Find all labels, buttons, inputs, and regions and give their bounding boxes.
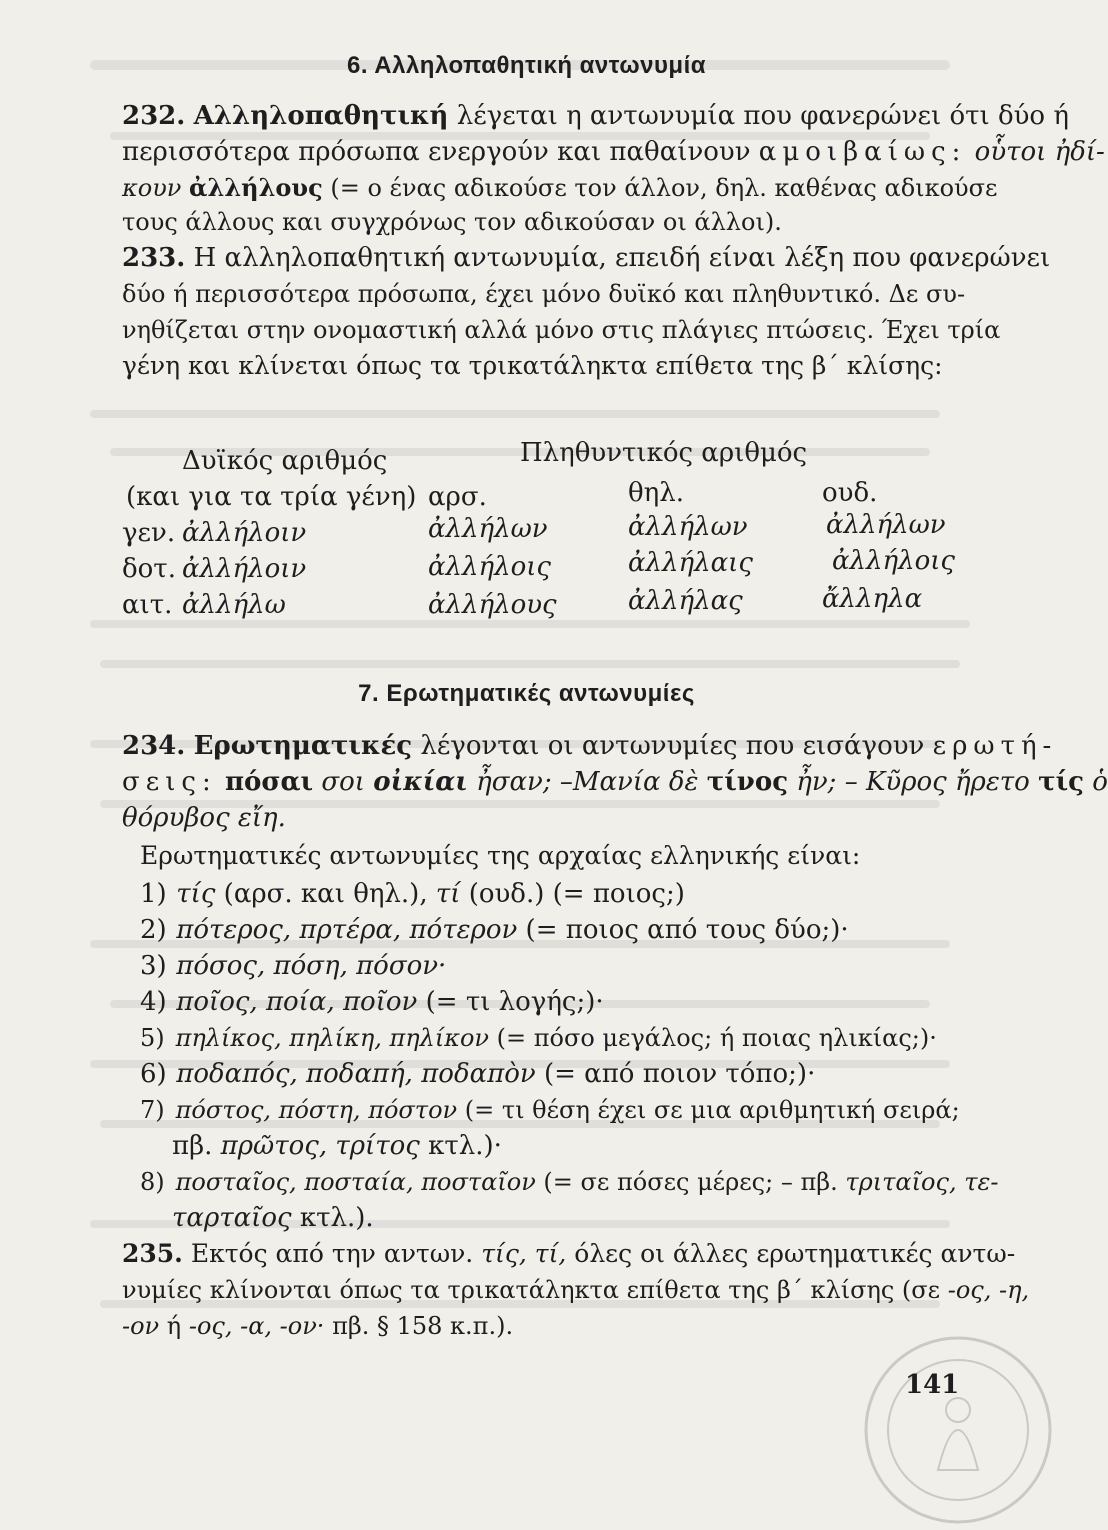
paragraph-number: 232. (122, 101, 186, 131)
example-italic: ὁ (1092, 767, 1108, 797)
list-forms: τριταῖος, τε- (845, 1168, 999, 1196)
list-forms: ταρταῖος (172, 1203, 292, 1233)
text: νυμίες κλίνονται όπως τα τρικατάληκτα επίθετα της β΄ κλίσης (σε (122, 1276, 941, 1304)
text: (= ο ένας αδικούσε τον άλλον, δηλ. καθένας αδικούσε (330, 174, 998, 202)
list-text: (= τι λογής;)· (417, 987, 604, 1017)
example-italic: σοι (321, 767, 366, 797)
paragraph-235-line-2 (122, 1274, 1030, 1306)
list-item-1 (140, 878, 685, 910)
interrogative-intro: Ερωτηματικές αντωνυμίες της αρχαίας ελληνικής είναι: (140, 841, 861, 870)
table-cell-masc: ἀλλήλων (428, 514, 548, 544)
example-italic: οὗτοι ἠδί- (974, 137, 1105, 167)
table-row-case: γεν. (122, 518, 176, 548)
table-cell-dual: ἀλλήλω (182, 590, 286, 620)
paragraph-number: 234. (122, 731, 186, 761)
example-italic: -ον (122, 1312, 160, 1340)
list-text: (= τι θέση έχει σε μια αριθμητική σειρά; (457, 1096, 960, 1124)
list-text: κτλ.)· (419, 1131, 502, 1161)
term-bold: Ερωτηματικές (193, 731, 413, 761)
table-subheader-dual: (και για τα τρία γένη) (126, 482, 417, 512)
list-number: 6) (140, 1059, 167, 1089)
list-text: (= από ποιον τόπο;)· (535, 1059, 816, 1089)
table-col-neuter: ουδ. (822, 478, 878, 508)
text: όλες οι άλλες ερωτηματικές αντω- (574, 1239, 1016, 1268)
paragraph-233-line-2: δύο ή περισσότερα πρόσωπα, έχει μόνο δυϊκό και πληθυντικό. Δε συ- (122, 280, 966, 308)
table-cell-fem: ἀλλήλας (628, 586, 743, 616)
list-number: 3) (140, 951, 167, 981)
paragraph-235-line-1 (122, 1238, 1016, 1270)
list-text: (= πόσο μεγάλος; ή ποιας ηλικίας;)· (489, 1024, 937, 1052)
list-forms: ποδαπός, ποδαπή, ποδαπὸν (176, 1059, 536, 1089)
list-number: 8) (140, 1168, 165, 1196)
list-item-8 (140, 1166, 998, 1198)
example-bold: ἀλλήλους (189, 173, 323, 202)
example-italic: ἦν; – Κῦρος ἤρετο (796, 767, 1030, 797)
example-bold: οἰκίαι (373, 767, 468, 797)
paragraph-234-line-3: θόρυβος εἴη. (122, 803, 286, 833)
table-header-plural: Πληθυντικός αριθμός (520, 438, 808, 468)
text: πβ. § 158 κ.π.). (332, 1312, 514, 1340)
list-forms: πόστος, πόστη, πόστον (175, 1096, 458, 1124)
spaced-word: αμοιβαίως: (758, 137, 967, 167)
example-bold: τίνος (706, 767, 789, 797)
paragraph-233-line-4: γένη και κλίνεται όπως τα τρικατάληκτα επίθετα της β΄ κλίσης: (122, 351, 943, 380)
paragraph-234-line-2 (122, 766, 1108, 798)
example-italic: ἦσαν; –Μανία δὲ (476, 767, 699, 797)
list-text: (= σε πόσες μέρες; – πβ. (535, 1168, 846, 1196)
list-item-3 (140, 950, 446, 982)
paragraph-number: 235. (122, 1239, 183, 1268)
list-number: 1) (140, 879, 167, 909)
paragraph-233-line-3: νηθίζεται στην ονομαστική αλλά μόνο στις πλάγιες πτώσεις. Έχει τρία (122, 316, 1001, 344)
section-heading-reciprocal: 6. Αλληλοπαθητική αντωνυμία (346, 52, 707, 79)
paragraph-232-line-4: τους άλλους και συγχρόνως τον αδικούσαν οι άλλοι). (122, 208, 782, 236)
list-item-4 (140, 986, 604, 1018)
list-text: κτλ.). (291, 1203, 374, 1233)
list-number: 4) (140, 987, 167, 1017)
list-item-5 (140, 1022, 937, 1054)
spaced-word: σεις: (122, 767, 217, 797)
example-bold: τίς (1038, 767, 1084, 797)
table-cell-neut: ἀλλήλοις (832, 546, 955, 576)
example-italic: κουν (122, 174, 182, 202)
table-cell-dual: ἀλλήλοιν (182, 554, 307, 584)
table-row-case: δοτ. (122, 554, 176, 584)
table-header-dual: Δυϊκός αριθμός (182, 446, 388, 476)
list-forms: ποῖος, ποία, ποῖον (176, 987, 418, 1017)
table-cell-neut: ἀλλήλων (826, 510, 946, 540)
list-item-7 (140, 1094, 960, 1126)
list-forms: ποσταῖος, ποσταία, ποσταῖον (175, 1168, 536, 1196)
table-cell-masc: ἀλλήλοις (428, 552, 551, 582)
list-item-8-continued (172, 1202, 374, 1234)
list-item-7-continued (172, 1130, 502, 1162)
section-heading-interrogative: 7. Ερωτηματικές αντωνυμίες (358, 680, 695, 707)
paragraph-232-line-2 (122, 136, 1105, 168)
spaced-word: ερωτή- (932, 731, 1058, 761)
paragraph-234-line-1 (122, 730, 1058, 762)
list-item-6 (140, 1058, 815, 1090)
text: Εκτός από την αντων. (190, 1239, 474, 1268)
library-stamp-icon (858, 1330, 1058, 1530)
list-forms: πότερος, πρτέρα, πότερον (176, 915, 518, 945)
example-italic: τίς, τί, (481, 1239, 567, 1268)
term-bold: Αλληλοπαθητική (193, 101, 449, 131)
text: περισσότερα πρόσωπα ενεργούν και παθαίνουν (122, 137, 751, 167)
text: λέγονται οι αντωνυμίες που εισάγουν (420, 731, 925, 761)
table-col-feminine: θηλ. (628, 478, 684, 508)
text: ή (166, 1312, 182, 1340)
page-number: 141 (905, 1370, 960, 1400)
paragraph-235-line-3 (122, 1310, 513, 1342)
example-bold: πόσαι (225, 767, 314, 797)
list-forms: πρῶτος, τρίτος (220, 1131, 420, 1161)
list-text: πβ. (172, 1131, 221, 1161)
list-text: (αρσ. και θηλ.), (215, 879, 436, 909)
example-italic: -ος, -α, -ον· (188, 1312, 325, 1340)
paragraph-232-line-3 (122, 172, 998, 204)
list-text: (= ποιος από τους δύο;)· (517, 915, 849, 945)
table-col-masculine: αρσ. (428, 482, 487, 512)
list-forms: τί (435, 879, 461, 909)
table-cell-masc: ἀλλήλους (428, 590, 557, 620)
table-cell-fem: ἀλλήλαις (628, 548, 753, 578)
text: λέγεται η αντωνυμία που φανερώνει ότι δύο ή (456, 101, 1069, 131)
list-forms: πηλίκος, πηλίκη, πηλίκον (175, 1024, 489, 1052)
list-number: 5) (140, 1024, 165, 1052)
paragraph-232-line-1 (122, 100, 1069, 132)
list-number: 7) (140, 1096, 165, 1124)
paragraph-233-line-1 (122, 242, 1051, 274)
list-number: 2) (140, 915, 167, 945)
list-text: (ουδ.) (= ποιος;) (460, 879, 685, 909)
list-forms: τίς (176, 879, 216, 909)
example-italic: -ος, -η, (947, 1276, 1030, 1304)
text: Η αλληλοπαθητική αντωνυμία, επειδή είναι λέξη που φανερώνει (193, 243, 1051, 273)
list-forms: πόσος, πόση, πόσον· (176, 951, 447, 981)
paragraph-number: 233. (122, 243, 186, 273)
table-cell-fem: ἀλλήλων (628, 512, 748, 542)
table-cell-neut: ἄλληλα (822, 584, 923, 614)
table-cell-dual: ἀλλήλοιν (182, 518, 307, 548)
list-item-2 (140, 914, 849, 946)
table-row-case: αιτ. (122, 590, 173, 620)
